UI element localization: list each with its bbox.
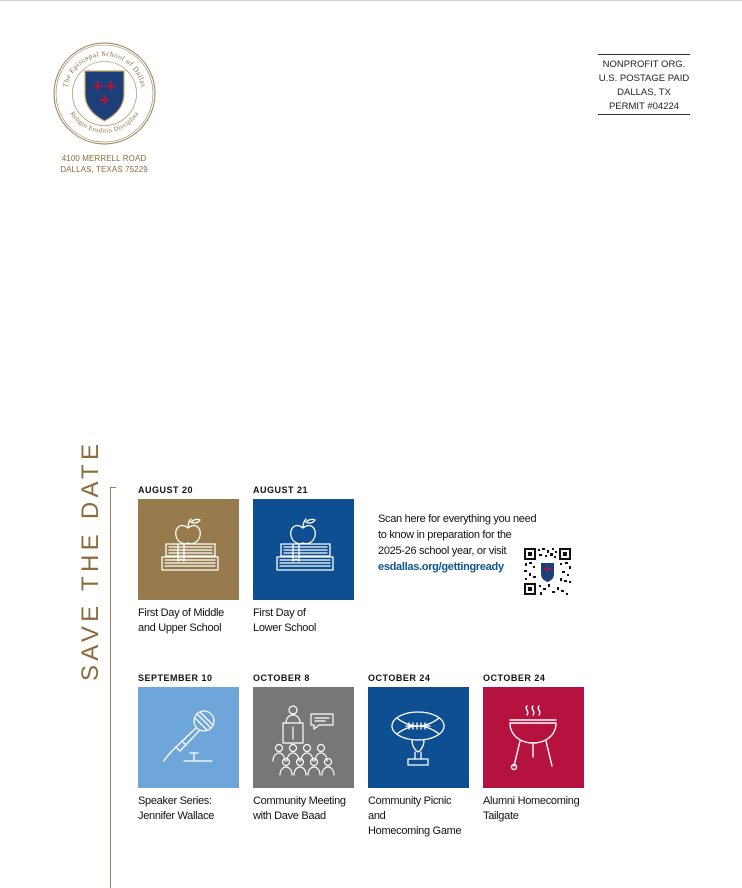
indicia-line-2: U.S. POSTAGE PAID [598,73,690,84]
caption-line-2: Lower School [253,622,317,634]
seal-text-top: The Episcopal School of Dallas [61,49,148,89]
caption-line-1: First Day of [253,607,306,619]
caption-line-2: and Upper School [138,622,222,634]
caption-line-1: Community Picnic and [368,795,452,822]
event-caption [253,794,354,824]
apple-books-icon [138,499,239,600]
qr-code-icon[interactable] [523,547,572,596]
address-line-1: 4100 MERRELL ROAD [61,154,147,163]
scan-line-2: to know in preparation for the [378,529,512,541]
meeting-audience-icon [253,687,354,788]
save-the-date-rule [110,487,111,888]
event-date: OCTOBER 8 [253,673,310,683]
top-border [0,0,742,1]
event-caption [253,606,354,636]
event-date: OCTOBER 24 [368,673,431,683]
event-caption [138,606,239,636]
indicia-line-3: DALLAS, TX [617,87,671,98]
indicia-line-1: NONPROFIT ORG. [602,59,686,70]
event-community-picnic [368,672,469,839]
apple-books-icon [253,499,354,600]
event-alumni-tailgate [483,672,584,824]
football-trophy-icon [368,687,469,788]
event-first-day-lower [253,484,354,636]
caption-line-2: Jennifer Wallace [138,810,215,822]
indicia-line-4: PERMIT #04224 [608,101,680,112]
event-date: AUGUST 21 [253,485,309,495]
caption-line-1: Speaker Series: [138,795,212,807]
event-first-day-middle-upper [138,484,239,636]
scan-line-3: 2025-26 school year, or visit [378,545,507,557]
caption-line-2: Tailgate [483,810,519,822]
event-community-meeting [253,672,354,824]
caption-line-1: Community Meeting [253,795,346,807]
microphone-icon [138,687,239,788]
school-seal-logo [53,42,156,145]
save-the-date-tick [110,487,116,488]
grill-icon [483,687,584,788]
postage-indicia [598,54,690,115]
return-address [54,153,154,175]
event-date: AUGUST 20 [138,485,194,495]
event-date: OCTOBER 24 [483,673,546,683]
getting-ready-link[interactable]: esdallas.org/gettingready [378,561,504,573]
scan-info [378,511,543,575]
address-line-2: DALLAS, TEXAS 75229 [60,165,148,174]
event-caption [368,794,469,839]
event-caption [138,794,239,824]
event-date: SEPTEMBER 10 [138,673,213,683]
save-the-date-title: SAVE THE DATE [77,439,104,681]
caption-line-1: Alumni Homecoming [483,795,580,807]
caption-line-1: First Day of Middle [138,607,224,619]
scan-line-1: Scan here for everything you need [378,513,537,525]
caption-line-2: with Dave Baad [253,810,326,822]
caption-line-2: Homecoming Game [368,825,462,837]
event-speaker-series [138,672,239,824]
event-caption [483,794,584,824]
seal-text-bottom: Religio Eruditio Disciplina [68,110,141,135]
